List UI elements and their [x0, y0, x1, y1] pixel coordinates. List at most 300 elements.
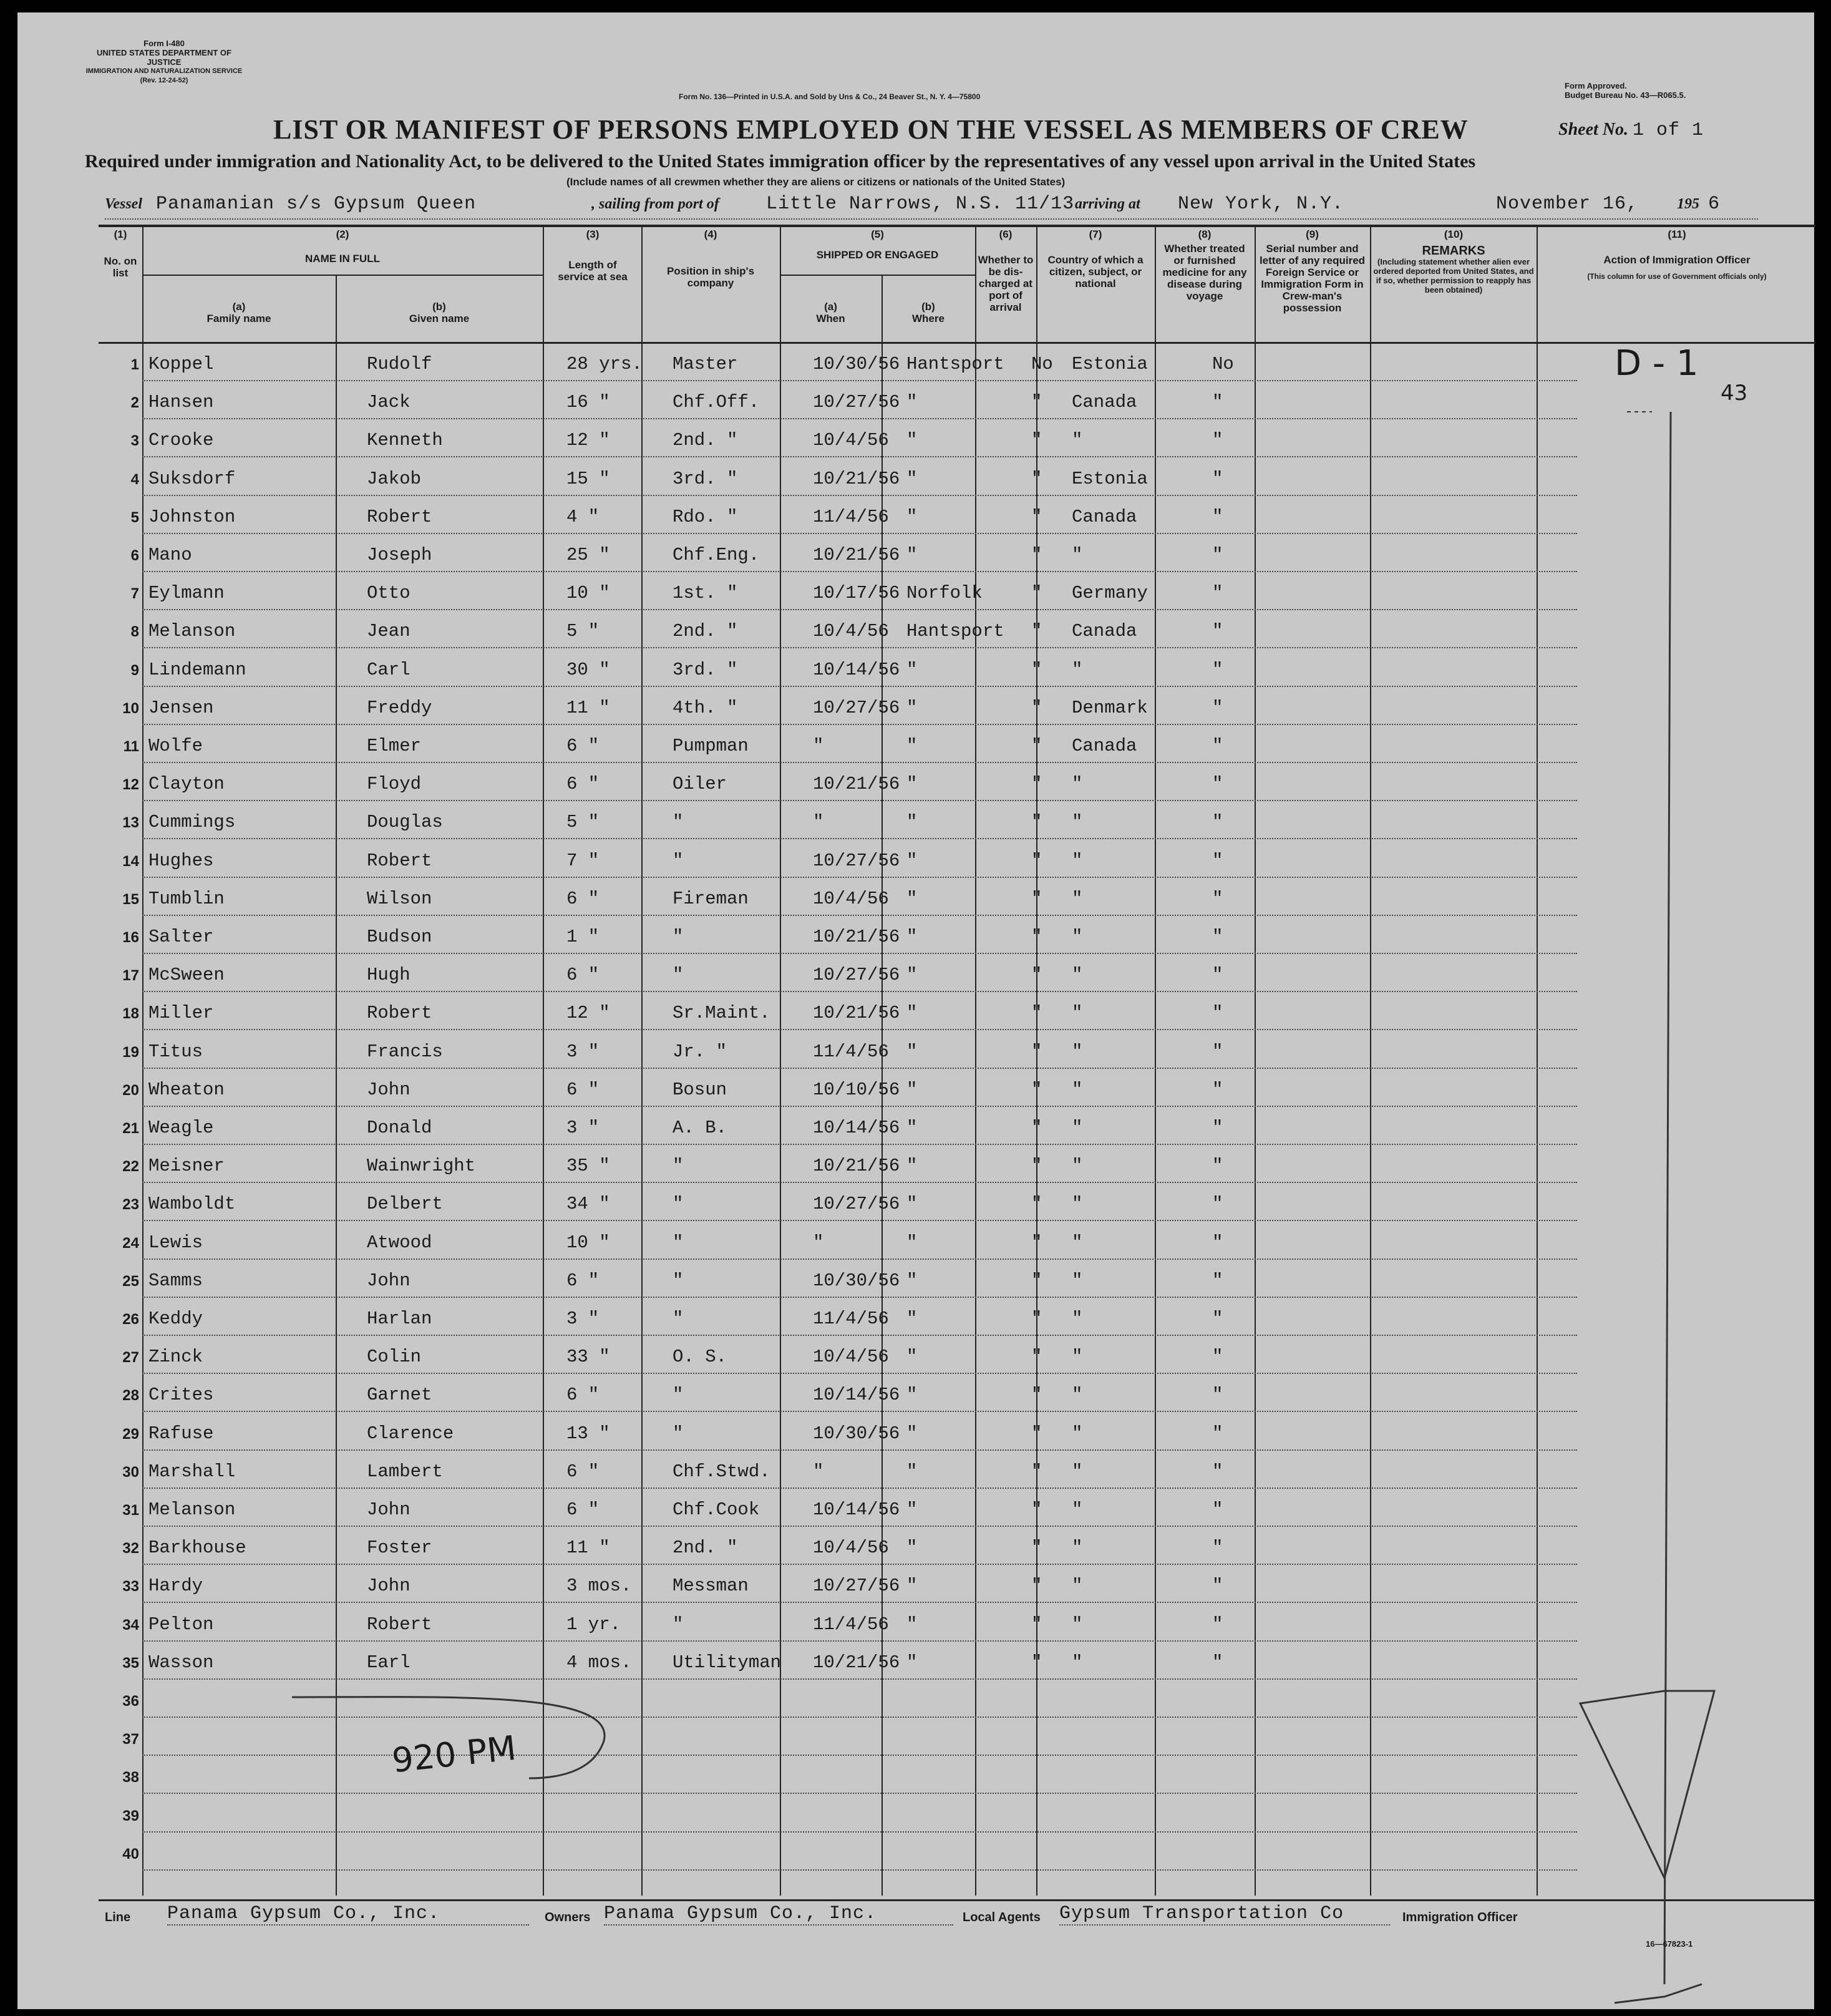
sailing-label: , sailing from port of — [591, 196, 719, 212]
cell-treated: " — [1212, 697, 1223, 718]
cell-length: 6 " — [566, 1079, 600, 1100]
cell-where: " — [906, 392, 918, 413]
cell-treated: " — [1212, 468, 1223, 489]
cell-given: Joseph — [367, 545, 432, 565]
cell-when: 10/27/56 — [813, 1194, 900, 1215]
cell-family: Lewis — [148, 1232, 203, 1253]
cell-family: Rafuse — [148, 1423, 214, 1444]
cell-where: " — [906, 1575, 918, 1597]
row-number: 16 — [122, 929, 139, 946]
budget-number: Budget Bureau No. 43—R065.5. — [1565, 90, 1686, 100]
row-number: 19 — [122, 1043, 139, 1061]
cell-country: " — [1072, 1232, 1083, 1253]
cell-country: Canada — [1072, 736, 1137, 756]
cell-discharged: " — [1031, 1537, 1042, 1559]
cell-given: Elmer — [367, 736, 422, 756]
cell-discharged: " — [1031, 1118, 1042, 1138]
sheet-value: 1 of 1 — [1633, 120, 1704, 141]
cell-country: " — [1072, 965, 1083, 986]
row-number: 8 — [130, 623, 139, 641]
department-name: UNITED STATES DEPARTMENT OF JUSTICE — [97, 48, 231, 67]
cell-position: " — [673, 1614, 684, 1635]
cell-country: Estonia — [1072, 354, 1148, 374]
cell-family: Wolfe — [148, 736, 203, 756]
cell-position: " — [673, 812, 684, 833]
cell-discharged: " — [1031, 697, 1042, 718]
row-number: 18 — [122, 1005, 139, 1023]
row-number: 15 — [122, 890, 139, 908]
cell-discharged: " — [1031, 965, 1042, 986]
cell-country: " — [1072, 1385, 1083, 1406]
cell-treated: " — [1212, 621, 1223, 642]
cell-discharged: " — [1031, 1194, 1042, 1215]
row-number: 40 — [122, 1845, 139, 1863]
cell-where: " — [906, 1270, 918, 1291]
action-mark: D - 1 — [1615, 343, 1699, 384]
row-number: 23 — [122, 1196, 139, 1214]
end-of-list-stroke — [292, 1697, 605, 1781]
col10-label: REMARKS — [1422, 244, 1485, 258]
year-prefix: 195 — [1677, 196, 1699, 212]
line-label: Line — [105, 1911, 131, 1924]
row-number: 1 — [130, 356, 139, 373]
cell-position: " — [673, 1156, 684, 1177]
col5-number: (5) — [871, 228, 884, 240]
form-number: Form I-480 — [143, 39, 185, 48]
cell-position: Jr. " — [673, 1041, 727, 1062]
cell-discharged: " — [1031, 1385, 1042, 1406]
cell-family: Clayton — [148, 774, 225, 795]
row-number: 9 — [130, 661, 139, 679]
row-number: 29 — [122, 1425, 139, 1443]
cell-discharged: " — [1031, 1575, 1042, 1597]
cell-treated: " — [1212, 1194, 1223, 1215]
cell-given: John — [367, 1270, 410, 1291]
cell-treated: " — [1212, 1041, 1223, 1062]
row-number: 22 — [122, 1158, 139, 1176]
cell-given: Robert — [367, 506, 432, 527]
cell-family: Wamboldt — [148, 1194, 236, 1215]
cell-length: 7 " — [566, 850, 600, 871]
cell-given: Carl — [367, 659, 410, 680]
cell-where: Hantsport — [906, 621, 1004, 642]
cell-treated: " — [1212, 1232, 1223, 1253]
row-number: 28 — [122, 1387, 139, 1405]
col2-label: NAME IN FULL — [305, 253, 380, 265]
cell-when: 10/21/56 — [813, 1003, 900, 1024]
cell-discharged: " — [1031, 850, 1042, 871]
cell-discharged: " — [1031, 583, 1042, 604]
cell-given: Garnet — [367, 1385, 432, 1406]
cell-country: " — [1072, 1423, 1083, 1444]
cell-family: Jensen — [148, 697, 214, 718]
cell-country: " — [1072, 1308, 1083, 1329]
cell-treated: " — [1212, 774, 1223, 795]
cell-when: 10/10/56 — [813, 1079, 900, 1100]
officer-label: Immigration Officer — [1402, 1911, 1518, 1924]
cell-family: Cummings — [148, 812, 236, 833]
cell-treated: " — [1212, 659, 1223, 680]
cell-position: 2nd. " — [673, 621, 738, 642]
cell-country: Estonia — [1072, 468, 1148, 489]
row-number: 20 — [122, 1081, 139, 1099]
cell-country: " — [1072, 1118, 1083, 1138]
cell-position: Chf.Stwd. — [673, 1461, 770, 1482]
cell-country: Canada — [1072, 506, 1137, 527]
line-company: Panama Gypsum Co., Inc. — [167, 1903, 529, 1926]
cell-where: " — [906, 1308, 918, 1329]
cell-position: " — [673, 1423, 684, 1444]
col1-number: (1) — [114, 228, 127, 240]
cell-when: 10/4/56 — [813, 1346, 889, 1368]
cell-length: 6 " — [566, 1385, 600, 1406]
cell-family: Mano — [148, 545, 192, 565]
cell-length: 30 " — [566, 659, 610, 680]
col5-label: SHIPPED OR ENGAGED — [816, 249, 939, 261]
cell-family: Melanson — [148, 1499, 236, 1520]
cell-length: 5 " — [566, 621, 600, 642]
cell-length: 3 " — [566, 1041, 600, 1062]
cell-where: " — [906, 1003, 918, 1024]
when-letter: (a) — [824, 301, 837, 313]
cell-country: " — [1072, 1041, 1083, 1062]
form-revision: (Rev. 12-24-52) — [140, 77, 188, 84]
manifest-sheet — [17, 12, 1814, 2009]
cell-where: " — [906, 1423, 918, 1444]
cell-discharged: " — [1031, 1003, 1042, 1024]
cell-family: Tumblin — [148, 888, 225, 909]
cell-where: " — [906, 774, 918, 795]
cell-discharged: " — [1031, 774, 1042, 795]
cell-discharged: " — [1031, 888, 1042, 909]
cell-when: 10/17/56 — [813, 583, 900, 604]
owners-label: Owners — [545, 1911, 591, 1924]
vessel-name: Panamanian s/s Gypsum Queen — [156, 193, 477, 215]
cell-where: " — [906, 1346, 918, 1368]
cell-family: Weagle — [148, 1118, 214, 1138]
cell-length: 1 " — [566, 927, 600, 947]
cell-country: " — [1072, 1652, 1083, 1673]
cell-position: " — [673, 850, 684, 871]
cell-when: 10/14/56 — [813, 1499, 900, 1520]
cell-given: Earl — [367, 1652, 410, 1673]
row-number: 37 — [122, 1731, 139, 1748]
cell-when: 10/4/56 — [813, 621, 889, 642]
cell-discharged: " — [1031, 392, 1042, 413]
cell-given: Clarence — [367, 1423, 454, 1444]
cell-length: 10 " — [566, 1232, 610, 1253]
cell-given: John — [367, 1499, 410, 1520]
cell-length: 28 yrs. — [566, 354, 643, 374]
cell-treated: " — [1212, 1537, 1223, 1559]
cell-when: 10/30/56 — [813, 1423, 900, 1444]
cell-family: Eylmann — [148, 583, 225, 604]
cell-country: " — [1072, 659, 1083, 680]
cell-discharged: " — [1031, 659, 1042, 680]
cell-country: " — [1072, 1194, 1083, 1215]
cell-position: Chf.Eng. — [673, 545, 760, 565]
row-number: 27 — [122, 1349, 139, 1366]
agents-company: Gypsum Transportation Co — [1059, 1903, 1390, 1926]
cell-country: " — [1072, 1537, 1083, 1559]
cell-family: Zinck — [148, 1346, 203, 1368]
cell-given: Hugh — [367, 965, 410, 986]
cell-position: Fireman — [673, 888, 749, 909]
cell-family: Hansen — [148, 392, 214, 413]
cell-treated: " — [1212, 392, 1223, 413]
cell-given: Robert — [367, 850, 432, 871]
cell-when: " — [813, 812, 824, 833]
cell-family: Suksdorf — [148, 468, 236, 489]
cell-treated: " — [1212, 1652, 1223, 1673]
cell-position: 2nd. " — [673, 430, 738, 451]
cell-treated: " — [1212, 812, 1223, 833]
row-number: 31 — [122, 1502, 139, 1519]
cell-treated: " — [1212, 1499, 1223, 1520]
cell-where: " — [906, 927, 918, 947]
cell-where: " — [906, 1156, 918, 1177]
row-number: 25 — [122, 1272, 139, 1290]
cell-length: 15 " — [566, 468, 610, 489]
cell-where: " — [906, 430, 918, 451]
row-number: 2 — [130, 394, 139, 412]
cell-position: " — [673, 1308, 684, 1329]
cell-country: " — [1072, 430, 1083, 451]
cell-where: " — [906, 545, 918, 565]
cell-treated: " — [1212, 506, 1223, 527]
cell-length: 6 " — [566, 1270, 600, 1291]
cell-country: " — [1072, 1270, 1083, 1291]
cell-discharged: " — [1031, 1308, 1042, 1329]
cell-given: Kenneth — [367, 430, 443, 451]
service-name: IMMIGRATION AND NATURALIZATION SERVICE — [85, 67, 243, 75]
cell-family: Keddy — [148, 1308, 203, 1329]
cell-given: Otto — [367, 583, 410, 604]
cell-treated: " — [1212, 1270, 1223, 1291]
cell-length: 25 " — [566, 545, 610, 565]
cell-position: Oiler — [673, 774, 727, 795]
given-label: Given name — [409, 313, 470, 324]
cell-family: Koppel — [148, 354, 214, 374]
cell-country: Germany — [1072, 583, 1148, 604]
cell-when: 10/21/56 — [813, 468, 900, 489]
cell-position: Master — [673, 354, 738, 374]
cell-given: Rudolf — [367, 354, 432, 374]
cell-where: " — [906, 965, 918, 986]
cell-length: 6 " — [566, 888, 600, 909]
row-number: 38 — [122, 1769, 139, 1786]
cell-position: 2nd. " — [673, 1537, 738, 1559]
cell-when: 10/27/56 — [813, 697, 900, 718]
cell-position: " — [673, 1194, 684, 1215]
cell-treated: " — [1212, 1614, 1223, 1635]
cell-position: A. B. — [673, 1118, 727, 1138]
cell-where: " — [906, 659, 918, 680]
cell-position: Messman — [673, 1575, 749, 1597]
cell-treated: " — [1212, 1461, 1223, 1482]
cell-treated: " — [1212, 927, 1223, 947]
cell-given: Budson — [367, 927, 432, 947]
cell-discharged: " — [1031, 812, 1042, 833]
col9-number: (9) — [1306, 228, 1319, 240]
cell-treated: " — [1212, 1346, 1223, 1368]
cell-country: " — [1072, 812, 1083, 833]
cell-given: Francis — [367, 1041, 443, 1062]
cell-family: Hughes — [148, 850, 214, 871]
cell-family: Lindemann — [148, 659, 246, 680]
cell-given: Wainwright — [367, 1156, 476, 1177]
cell-country: Canada — [1072, 621, 1137, 642]
printer-line: Form No. 136—Printed in U.S.A. and Sold by Uns & Co., 24 Beaver St., N. Y. 4—75800 — [679, 92, 981, 101]
cell-treated: " — [1212, 888, 1223, 909]
cell-length: 33 " — [566, 1346, 610, 1368]
cell-length: 16 " — [566, 392, 610, 413]
cell-family: Wasson — [148, 1652, 214, 1673]
cell-position: " — [673, 965, 684, 986]
cell-given: Freddy — [367, 697, 432, 718]
cell-country: " — [1072, 1156, 1083, 1177]
cell-treated: No — [1212, 354, 1234, 374]
cell-length: 1 yr. — [566, 1614, 621, 1635]
cell-treated: " — [1212, 430, 1223, 451]
family-label: Family name — [206, 313, 271, 324]
col6-label: Whether to be dis-charged at port of arrival — [978, 254, 1034, 313]
row-number: 13 — [122, 814, 139, 832]
cell-treated: " — [1212, 965, 1223, 986]
cell-when: 10/30/56 — [813, 1270, 900, 1291]
cell-discharged: " — [1031, 506, 1042, 527]
cell-when: 10/27/56 — [813, 850, 900, 871]
cell-country: " — [1072, 1499, 1083, 1520]
row-number: 4 — [130, 470, 139, 488]
cell-discharged: " — [1031, 1652, 1042, 1673]
cell-treated: " — [1212, 545, 1223, 565]
col11-label: Action of Immigration Officer — [1603, 254, 1751, 266]
cell-when: 10/14/56 — [813, 1385, 900, 1406]
cell-where: " — [906, 1194, 918, 1215]
cell-discharged: " — [1031, 1423, 1042, 1444]
cell-position: Bosun — [673, 1079, 727, 1100]
cell-where: " — [906, 1537, 918, 1559]
manifest-title: LIST OR MANIFEST OF PERSONS EMPLOYED ON THE VESSEL AS MEMBERS OF CREW — [273, 114, 1469, 145]
cell-treated: " — [1212, 850, 1223, 871]
cell-given: Floyd — [367, 774, 422, 795]
cell-discharged: No — [1031, 354, 1053, 374]
check-triangle — [1580, 1691, 1714, 1878]
cell-where: " — [906, 1118, 918, 1138]
row-number: 35 — [122, 1654, 139, 1672]
cell-discharged: " — [1031, 1499, 1042, 1520]
cell-given: Colin — [367, 1346, 422, 1368]
cell-when: 11/4/56 — [813, 1308, 889, 1329]
cell-when: 11/4/56 — [813, 1041, 889, 1062]
cell-country: " — [1072, 888, 1083, 909]
when-label: When — [816, 313, 845, 324]
col2-number: (2) — [336, 228, 349, 240]
col7-number: (7) — [1089, 228, 1102, 240]
cell-discharged: " — [1031, 1079, 1042, 1100]
cell-treated: " — [1212, 1079, 1223, 1100]
row-number: 11 — [123, 738, 139, 755]
cell-given: Atwood — [367, 1232, 432, 1253]
cell-where: " — [906, 1232, 918, 1253]
cell-family: Pelton — [148, 1614, 214, 1635]
row-number: 33 — [122, 1578, 139, 1595]
cell-where: Hantsport — [906, 354, 1004, 374]
family-letter: (a) — [232, 301, 246, 313]
cell-length: 6 " — [566, 736, 600, 756]
cell-discharged: " — [1031, 1461, 1042, 1482]
cell-treated: " — [1212, 1308, 1223, 1329]
col3-label: Length of service at sea — [558, 259, 628, 283]
cell-treated: " — [1212, 1385, 1223, 1406]
col11-note: (This column for use of Government officials only) — [1587, 272, 1767, 281]
cell-family: Barkhouse — [148, 1537, 246, 1559]
cell-when: 11/4/56 — [813, 506, 889, 527]
cell-family: Samms — [148, 1270, 203, 1291]
cell-position: " — [673, 1232, 684, 1253]
form-approved: Form Approved. — [1565, 81, 1627, 90]
cell-where: " — [906, 1385, 918, 1406]
cell-family: Hardy — [148, 1575, 203, 1597]
agents-label: Local Agents — [963, 1911, 1041, 1924]
cell-position: O. S. — [673, 1346, 727, 1368]
cell-treated: " — [1212, 583, 1223, 604]
col10-note: (Including statement whether alien ever ordered deported from United States, and if so, whether permission to reapply has been obtained) — [1373, 257, 1534, 295]
row-number: 3 — [130, 432, 139, 450]
cell-treated: " — [1212, 1118, 1223, 1138]
cell-when: " — [813, 1461, 824, 1482]
cell-given: Douglas — [367, 812, 443, 833]
cell-when: 10/21/56 — [813, 545, 900, 565]
year-suffix: 6 — [1708, 193, 1721, 215]
row-number: 14 — [122, 852, 139, 870]
row-number: 5 — [130, 509, 139, 526]
cell-length: 12 " — [566, 1003, 610, 1024]
vessel-label: Vessel — [105, 196, 142, 212]
cell-where: " — [906, 1461, 918, 1482]
cell-given: Donald — [367, 1118, 432, 1138]
row-number: 12 — [122, 776, 139, 794]
arriving-label: arriving at — [1075, 196, 1140, 212]
cell-treated: " — [1212, 736, 1223, 756]
where-letter: (b) — [921, 301, 935, 313]
cell-country: " — [1072, 1346, 1083, 1368]
col10-number: (10) — [1444, 228, 1464, 240]
cell-when: 10/21/56 — [813, 1652, 900, 1673]
arrival-port: New York, N.Y. — [1178, 193, 1344, 215]
cell-position: Chf.Cook — [673, 1499, 760, 1520]
cell-length: 6 " — [566, 1499, 600, 1520]
pen-strokes — [17, 12, 1814, 2009]
cell-length: 6 " — [566, 965, 600, 986]
cell-when: 10/4/56 — [813, 888, 889, 909]
row-number: 39 — [122, 1807, 139, 1824]
cell-given: Jakob — [367, 468, 422, 489]
cell-given: Robert — [367, 1614, 432, 1635]
sheet-label: Sheet No. — [1558, 120, 1628, 139]
cell-length: 13 " — [566, 1423, 610, 1444]
cell-family: Marshall — [148, 1461, 236, 1482]
cell-when: " — [813, 1232, 824, 1253]
col11-number: (11) — [1668, 228, 1686, 240]
cell-when: 10/27/56 — [813, 965, 900, 986]
cell-family: Meisner — [148, 1156, 225, 1177]
col4-label: Position in ship's company — [666, 265, 755, 289]
cell-discharged: " — [1031, 1232, 1042, 1253]
cell-when: 10/4/56 — [813, 1537, 889, 1559]
cell-when: 10/30/56 — [813, 354, 900, 374]
